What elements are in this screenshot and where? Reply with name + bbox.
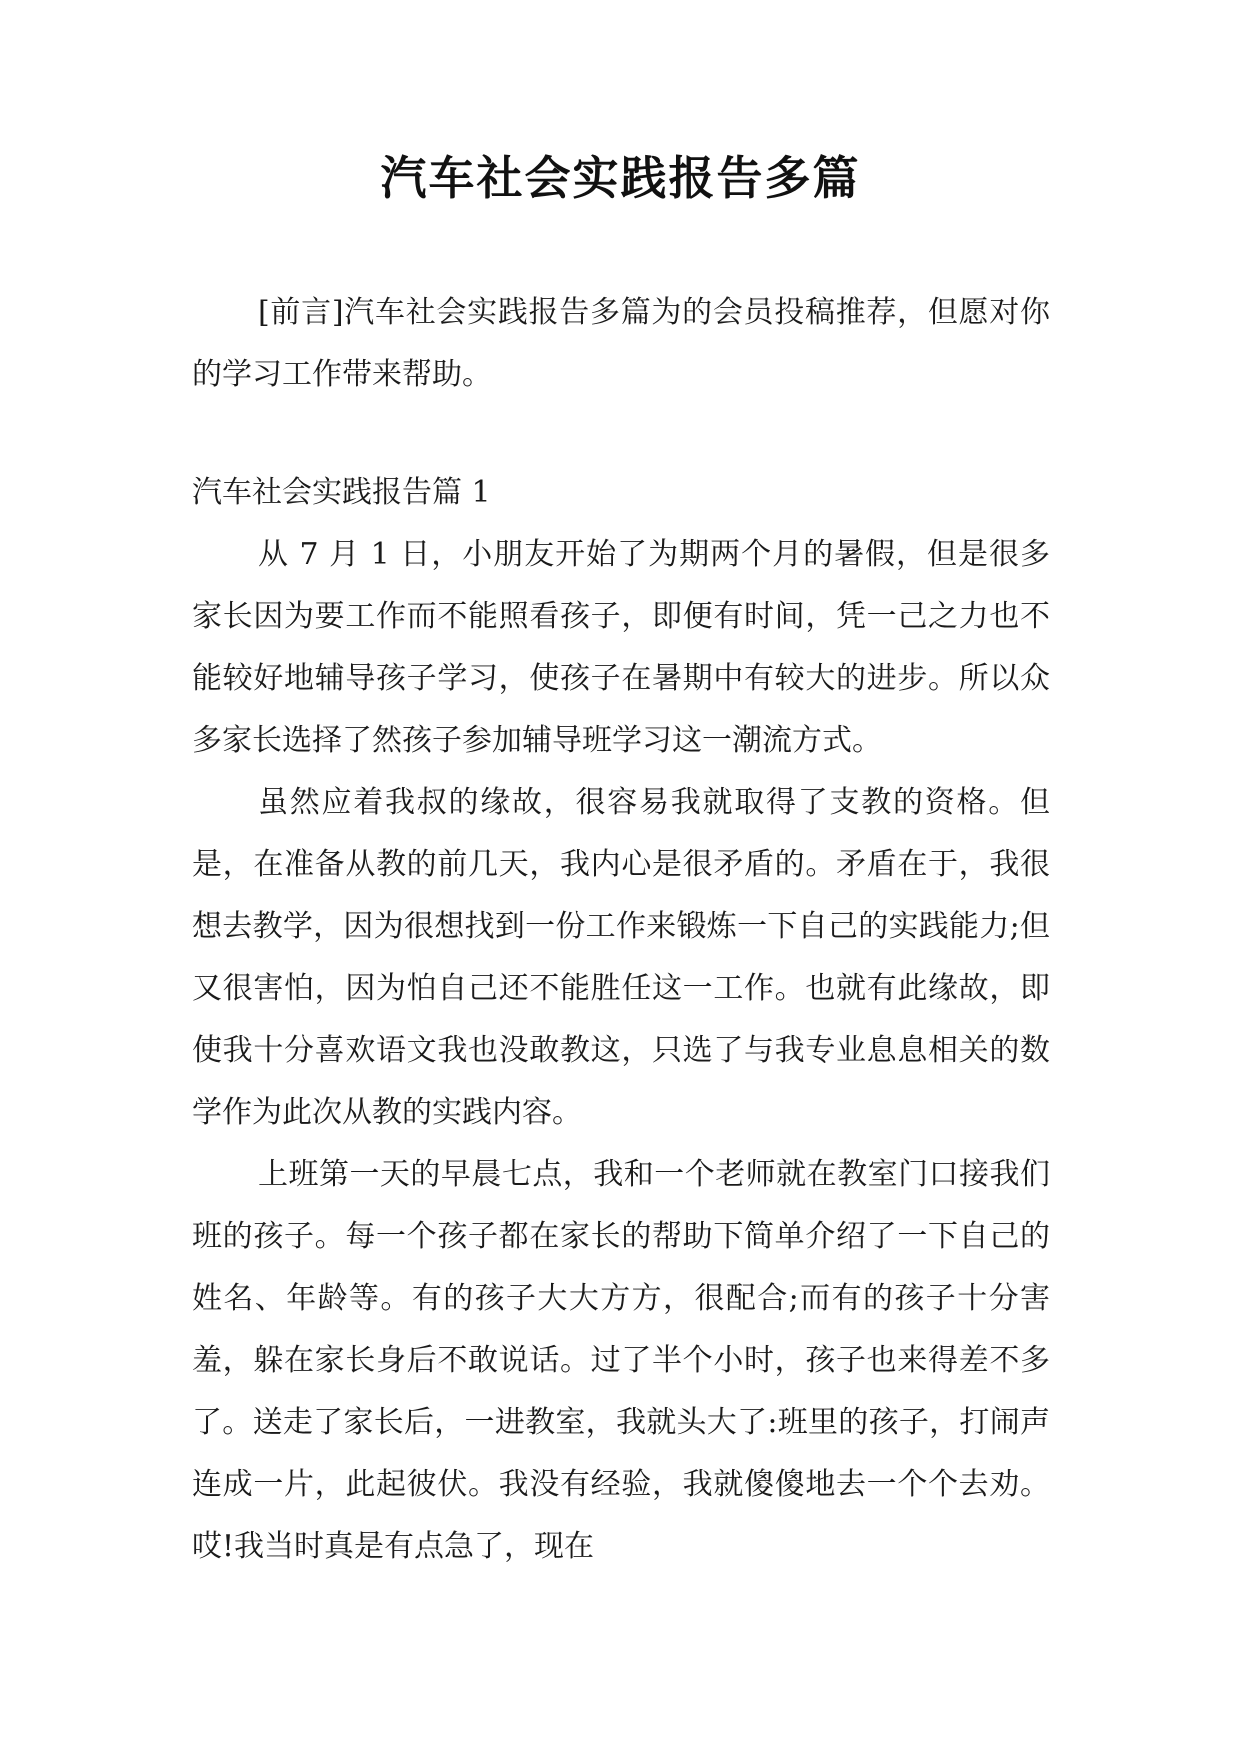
report-section	[192, 462, 1050, 1578]
section-heading: 汽车社会实践报告篇 1	[192, 475, 491, 510]
body-paragraph: 虽然应着我叔的缘故，很容易我就取得了支教的资格。但是，在准备从教的前几天，我内心是很矛盾的。矛盾在于，我很想去教学，因为很想找到一份工作来锻炼一下自己的实践能力;但又很害怕，因为怕自己还不能胜任这一工作。也就有此缘故，即使我十分喜欢语文我也没敢教这，只选了与我专业息息相关的数学作为此次从教的实践内容。	[192, 785, 1050, 1130]
intro-block	[192, 282, 1050, 406]
body-paragraph: 上班第一天的早晨七点，我和一个老师就在教室门口接我们班的孩子。每一个孩子都在家长的帮助下简单介绍了一下自己的姓名、年龄等。有的孩子大大方方，很配合;而有的孩子十分害羞，躲在家长身后不敢说话。过了半个小时，孩子也来得差不多了。送走了家长后，一进教室，我就头大了:班里的孩子，打闹声连成一片，此起彼伏。我没有经验，我就傻傻地去一个个去劝。哎!我当时真是有点急了，现在	[192, 1157, 1050, 1564]
document-title: 汽车社会实践报告多篇	[380, 151, 861, 205]
body-paragraph: 从 7 月 1 日，小朋友开始了为期两个月的暑假，但是很多家长因为要工作而不能照看孩子，即便有时间，凭一己之力也不能较好地辅导孩子学习，使孩子在暑期中有较大的进步。所以众多家长选择了然孩子参加辅导班学习这一潮流方式。	[192, 537, 1050, 758]
intro-paragraph: [前言]汽车社会实践报告多篇为的会员投稿推荐，但愿对你的学习工作带来帮助。	[192, 295, 1050, 392]
